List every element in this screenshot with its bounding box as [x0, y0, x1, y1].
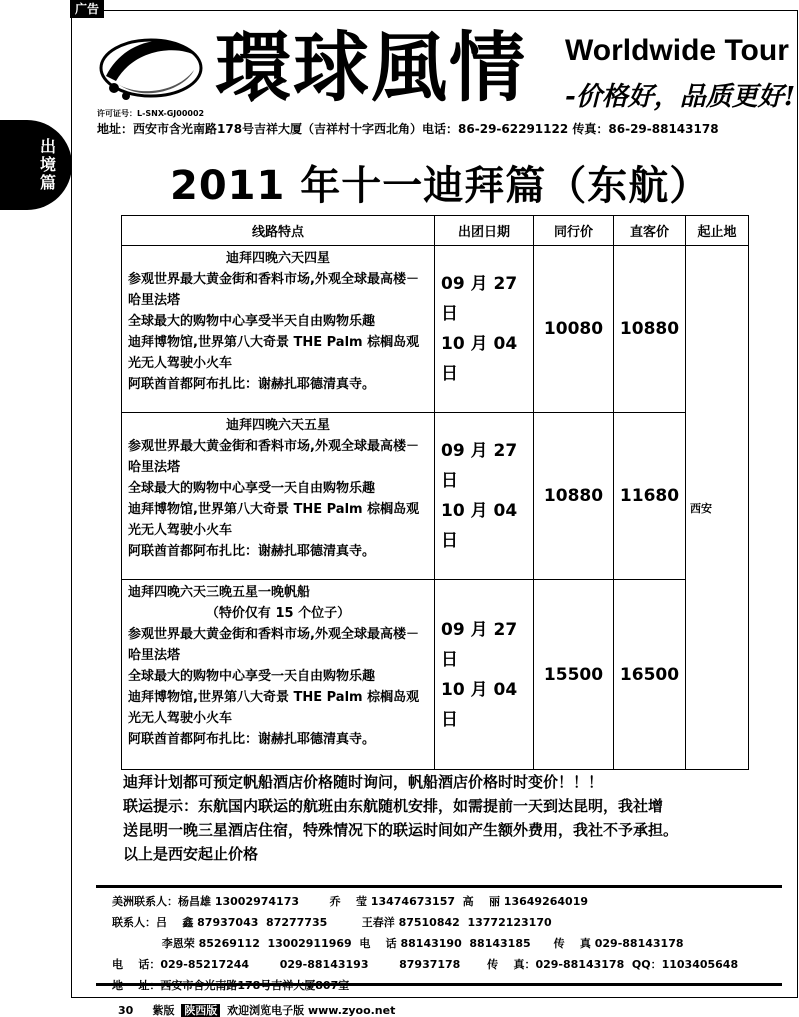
table-row — [122, 246, 749, 413]
page-footer — [118, 1002, 395, 1017]
direct-price: 11680 — [614, 413, 686, 580]
globe-logo-icon — [96, 26, 206, 106]
page-frame-top — [104, 10, 798, 11]
peer-price: 10880 — [534, 413, 614, 580]
header-origin: 起止地 — [686, 216, 749, 246]
brand-slogan: -价格好，品质更好! — [565, 82, 796, 112]
footer-website[interactable]: 欢迎浏览电子版 www.zyoo.net — [227, 1004, 396, 1017]
table-header-row — [122, 216, 749, 246]
table-row — [122, 413, 749, 580]
footer-edition-badge: 陕西版 — [181, 1004, 220, 1017]
route-subtitle: （特价仅有 15 个位子） — [205, 606, 351, 621]
date-start: 09 月 27 日 — [441, 441, 518, 491]
route-line: 参观世界最大黄金街和香料市场,外观全球最高楼－哈里法塔 — [128, 439, 419, 475]
route-title: 迪拜四晚六天四星 — [225, 251, 330, 266]
contact-line: 电 话：029-85217244 029-88143193 87937178 传 真：029-88143178 QQ：1103405648 — [112, 958, 739, 971]
brand-name-cn: 環球風情 — [215, 23, 527, 112]
page-number: 30 — [118, 1004, 134, 1017]
route-title: 迪拜四晚六天五星 — [225, 418, 330, 433]
peer-price: 15500 — [534, 580, 614, 770]
contact-line: 李恩荣 85269112 13002911969 电 话 88143190 88143185 传 真 029-88143178 — [112, 937, 684, 950]
origin-city: 西安 — [686, 246, 749, 770]
ad-tag: 广告 — [70, 0, 104, 18]
contact-line: 美洲联系人：杨昌雄 13002974173 乔 莹 13474673157 高 丽 13649264019 — [112, 895, 588, 908]
date-start: 09 月 27 日 — [441, 619, 518, 670]
departure-dates — [435, 246, 534, 413]
route-line: 迪拜博物馆,世界第八大奇景 THE Palm 棕榈岛观光无人驾驶小火车 — [128, 335, 420, 371]
brand-name-en: Worldwide Tour — [565, 34, 789, 67]
route-description — [122, 580, 435, 770]
note-line: 联运提示：东航国内联运的航班由东航随机安排，如需提前一天到达昆明，我社增 — [123, 797, 664, 815]
page-title: 2011 年十一迪拜篇（东航） — [170, 163, 711, 209]
divider — [96, 885, 782, 888]
header-route: 线路特点 — [122, 216, 435, 246]
peer-price: 10080 — [534, 246, 614, 413]
address-line: 地址：西安市含光南路178号吉祥大厦（吉祥村十字西北角）电话：86-29-62291122 传真：86-29-88143178 — [97, 122, 719, 136]
route-line: 阿联酋首都阿布扎比：谢赫扎耶德清真寺。 — [128, 377, 376, 392]
route-line: 全球最大的购物中心享受半天自由购物乐趣 — [128, 314, 376, 329]
side-tab-label: 出境篇 — [39, 137, 56, 192]
route-table — [121, 215, 749, 770]
contact-line: 地 址：西安市含光南路178号吉祥大厦807室 — [112, 979, 350, 992]
header-date: 出团日期 — [435, 216, 534, 246]
date-start: 09 月 27 日 — [441, 274, 518, 324]
route-line: 迪拜博物馆,世界第八大奇景 THE Palm 棕榈岛观光无人驾驶小火车 — [128, 502, 420, 538]
route-line: 阿联酋首都阿布扎比：谢赫扎耶德清真寺。 — [128, 544, 376, 559]
note-line: 迪拜计划都可预定帆船酒店价格随时询问，帆船酒店价格时时变价！！！ — [123, 773, 604, 791]
date-end: 10 月 04 日 — [441, 334, 518, 384]
route-title: 迪拜四晚六天三晚五星一晚帆船 — [128, 585, 311, 600]
route-line: 全球最大的购物中心享受一天自由购物乐趣 — [128, 481, 376, 496]
direct-price: 10880 — [614, 246, 686, 413]
divider — [96, 983, 782, 986]
contacts-block — [112, 891, 738, 996]
contact-line: 联系人：吕 鑫 87937043 87277735 王春洋 87510842 13772123170 — [112, 916, 552, 929]
departure-dates — [435, 413, 534, 580]
route-line: 迪拜博物馆,世界第八大奇景 THE Palm 棕榈岛观光无人驾驶小火车 — [128, 690, 420, 726]
route-description — [122, 413, 435, 580]
route-line: 参观世界最大黄金街和香料市场,外观全球最高楼－哈里法塔 — [128, 272, 419, 308]
direct-price: 16500 — [614, 580, 686, 770]
notes-block — [123, 770, 678, 866]
footer-section: 紫版 — [152, 1004, 175, 1017]
note-line: 送昆明一晚三星酒店住宿，特殊情况下的联运时间如产生额外费用，我社不予承担。 — [123, 821, 679, 839]
license-number: 许可证号：L-SNX-GJ00002 — [97, 109, 205, 118]
side-tab — [0, 120, 72, 210]
header-peer-price: 同行价 — [534, 216, 614, 246]
departure-dates — [435, 580, 534, 770]
note-line: 以上是西安起止价格 — [123, 845, 259, 863]
route-line: 阿联酋首都阿布扎比：谢赫扎耶德清真寺。 — [128, 732, 376, 747]
table-row — [122, 580, 749, 770]
route-line: 全球最大的购物中心享受一天自由购物乐趣 — [128, 669, 376, 684]
date-end: 10 月 04 日 — [441, 501, 518, 551]
date-end: 10 月 04 日 — [441, 679, 518, 730]
route-line: 参观世界最大黄金街和香料市场,外观全球最高楼－哈里法塔 — [128, 627, 419, 663]
header-direct-price: 直客价 — [614, 216, 686, 246]
route-description — [122, 246, 435, 413]
